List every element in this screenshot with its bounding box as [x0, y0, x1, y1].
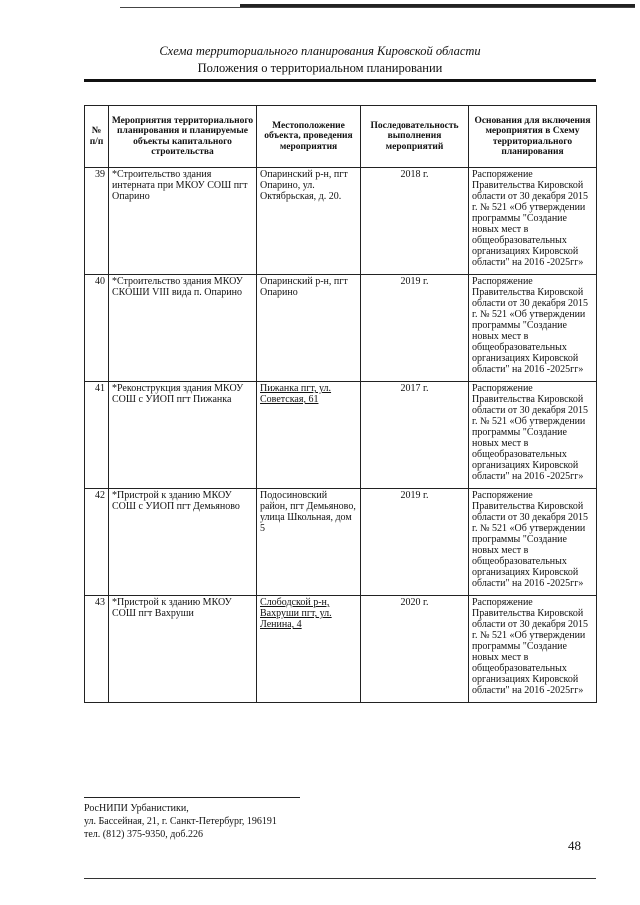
row-sequence: 2018 г. [361, 168, 469, 275]
row-sequence: 2020 г. [361, 596, 469, 703]
table-header-row [85, 106, 597, 168]
row-number: 41 [85, 382, 109, 489]
row-basis: Распоряжение Правительства Кировской области от 30 декабря 2015 г. № 521 «Об утверждении программы "Создание новых мест в общеобразовательных организациях Кировской области" на 2016 -2025гг» [469, 489, 597, 596]
footer-street: ул. Бассейная, 21, г. Санкт-Петербург, 196191 [84, 816, 277, 827]
row-event: *Пристрой к зданию МКОУ СОШ с УИОП пгт Демьяново [109, 489, 257, 596]
row-number: 42 [85, 489, 109, 596]
column-header-sequence: Последовательность выполнения мероприятий [361, 106, 469, 168]
row-sequence: 2019 г. [361, 489, 469, 596]
table-row [85, 168, 597, 275]
column-header-basis: Основания для включения мероприятия в Схему территориального планирования [469, 106, 597, 168]
footer-organization: РосНИПИ Урбанистики, [84, 803, 189, 814]
row-sequence: 2019 г. [361, 275, 469, 382]
table-row [85, 275, 597, 382]
header-divider [84, 79, 596, 82]
row-event: *Строительство здания интерната при МКОУ СОШ пгт Опарино [109, 168, 257, 275]
row-number: 40 [85, 275, 109, 382]
page-number: 48 [568, 838, 581, 853]
row-event: *Строительство здания МКОУ СКОШИ VIII вида п. Опарино [109, 275, 257, 382]
row-location: Пижанка пгт, ул. Советская, 61 [257, 382, 361, 489]
row-sequence: 2017 г. [361, 382, 469, 489]
row-location: Опаринский р-н, пгт Опарино [257, 275, 361, 382]
plan-table [84, 105, 597, 703]
top-thin-rule [120, 7, 635, 8]
row-event: *Реконструкция здания МКОУ СОШ с УИОП пгт Пижанка [109, 382, 257, 489]
table-row [85, 489, 597, 596]
document-title: Схема территориального планирования Кировской области [159, 44, 481, 58]
table-row [85, 596, 597, 703]
row-number: 39 [85, 168, 109, 275]
row-event: *Пристрой к зданию МКОУ СОШ пгт Вахруши [109, 596, 257, 703]
row-basis: Распоряжение Правительства Кировской области от 30 декабря 2015 г. № 521 «Об утверждении программы "Создание новых мест в общеобразовательных организациях Кировской области" на 2016 -2025гг» [469, 168, 597, 275]
row-basis: Распоряжение Правительства Кировской области от 30 декабря 2015 г. № 521 «Об утверждении программы "Создание новых мест в общеобразовательных организациях Кировской области" на 2016 -2025гг» [469, 596, 597, 703]
footer-divider [84, 797, 300, 798]
footer-phone: тел. (812) 375-9350, доб.226 [84, 829, 203, 840]
column-header-event: Мероприятия территориального планирования и планируемые объекты капитального строительства [109, 106, 257, 168]
row-number: 43 [85, 596, 109, 703]
column-header-location: Местоположение объекта, проведения мероприятия [257, 106, 361, 168]
bottom-rule [84, 878, 596, 879]
row-location: Подосиновский район, пгт Демьяново, улица Школьная, дом 5 [257, 489, 361, 596]
column-header-number: № п/п [85, 106, 109, 168]
row-location: Опаринский р-н, пгт Опарино, ул. Октябрьская, д. 20. [257, 168, 361, 275]
row-basis: Распоряжение Правительства Кировской области от 30 декабря 2015 г. № 521 «Об утверждении программы "Создание новых мест в общеобразовательных организациях Кировской области" на 2016 -2025гг» [469, 275, 597, 382]
footer-address [84, 802, 277, 841]
row-location: Слободской р-н, Вахруши пгт, ул. Ленина, 4 [257, 596, 361, 703]
table-row [85, 382, 597, 489]
document-subtitle: Положения о территориальном планировании [197, 61, 443, 75]
row-basis: Распоряжение Правительства Кировской области от 30 декабря 2015 г. № 521 «Об утверждении программы "Создание новых мест в общеобразовательных организациях Кировской области" на 2016 -2025гг» [469, 382, 597, 489]
